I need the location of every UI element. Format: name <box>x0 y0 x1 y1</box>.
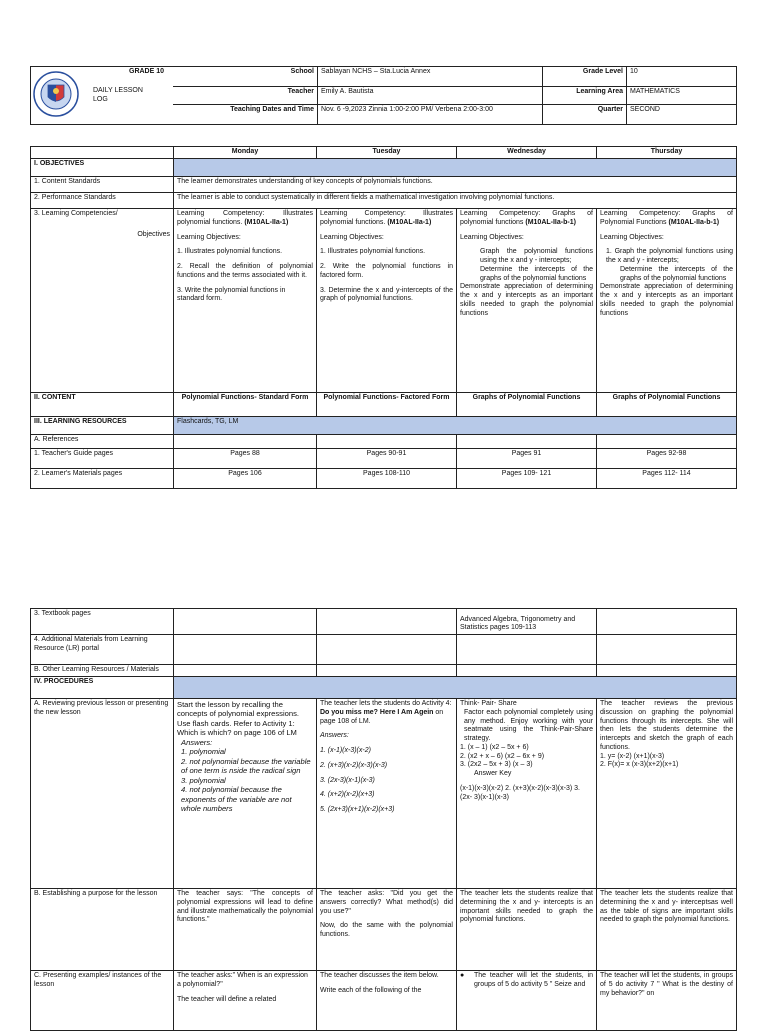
content-wednesday: Graphs of Polynomial Functions <box>457 393 597 417</box>
proc-a-tuesday: The teacher lets the students do Activity 4: Do you miss me? Here I Am Agein on page 108 of LM. Answers: 1. (x-1)(x-3)(x-2) 2. (x+3)(x-2)(x-3)(x-3) 3. (2x-3)(x-1)(x-3) 4. (x+2)(x-2)(x+3) 5. (2x+3)(x+1)(x-2)(x+3) <box>317 699 457 889</box>
content-heading: II. CONTENT <box>31 393 174 417</box>
tg-tuesday: Pages 90-91 <box>317 449 457 469</box>
lc-thursday: Learning Competency: Graphs of Polynomial Functions (M10AL-IIa-b-1) Learning Objectives: 1. Graph the polynomial functions using the x and y - intercepts; Determine the intercepts of the graphs of the polynomial functions Demonstrate appreciation of determining the x and y intercepts as an important skills needed to graph the polynomial functions <box>597 209 737 393</box>
proc-a-wednesday: Think- Pair- Share Factor each polynomial completely using any method. Enjoy working with your seatmate using the Think-Pair-Share strategy. 1. (x – 1) (x2 – 5x + 6) 2. (x2 + x – 6) (x2 – 6x + 9) 3. (2x2 – 5x + 3) (x – 3) Answer Key (x-1)(x-3)(x-2) 2. (x+3)(x-2)(x-3)(x-3) 3. (2x- 3)(x-1)(x-3) <box>457 699 597 889</box>
day-header-wednesday: Wednesday <box>457 147 597 159</box>
lm-monday: Pages 106 <box>174 469 317 489</box>
resources-heading: III. LEARNING RESOURCES <box>31 417 174 435</box>
objectives-table <box>30 146 737 489</box>
learning-area-label: Learning Area <box>543 87 627 105</box>
day-header-thursday: Thursday <box>597 147 737 159</box>
performance-standards-label: 2. Performance Standards <box>31 193 174 209</box>
day-header-tuesday: Tuesday <box>317 147 457 159</box>
dll-title-2: LOG <box>93 96 108 103</box>
additional-materials-label: 4. Additional Materials from Learning Resource (LR) portal <box>31 635 174 665</box>
header-logo-cell <box>31 67 173 125</box>
quarter-label: Quarter <box>543 105 627 125</box>
lm-pages-label: 2. Learner's Materials pages <box>31 469 174 489</box>
proc-b-tuesday: The teacher asks: "Did you get the answers correctly? What method(s) did you use?" Now, do the same with the polynomial functions. <box>317 889 457 971</box>
proc-a-thursday: The teacher reviews the previous discussion on graphing the polynomial functions through its intercepts. She will then lets the students determine the intercepts and sketch the graph of each functions. 1. y= (x-2) (x+1)(x-3) 2. F(x)= x (x-3)(x+2)(x+1) <box>597 699 737 889</box>
lc-wednesday: Learning Competency: Graphs of polynomial functions (M10AL-IIa-b-1) Learning Objectives: Graph the polynomial functions using the x and y - intercepts; Determine the intercepts of the graphs of the polynomial functions Demonstrate appreciation of determining the x and y intercepts as an important skills needed to graph the polynomial functions <box>457 209 597 393</box>
textbook-label: 3. Textbook pages <box>31 609 174 635</box>
learning-area-value: MATHEMATICS <box>627 87 737 105</box>
bullet-icon: ● <box>460 972 465 979</box>
day-header-monday: Monday <box>174 147 317 159</box>
content-tuesday: Polynomial Functions- Factored Form <box>317 393 457 417</box>
grade-level-label: Grade Level <box>543 67 627 87</box>
dll-title: DAILY LESSON <box>93 87 143 94</box>
header-table <box>30 66 737 125</box>
tg-monday: Pages 88 <box>174 449 317 469</box>
other-resources-label: B. Other Learning Resources / Materials <box>31 665 174 677</box>
references-label: A. References <box>31 435 174 449</box>
grade-level-value: 10 <box>627 67 737 87</box>
resources-value: Flashcards, TG, LM <box>174 417 737 435</box>
proc-c-wednesday: ● The teacher will let the students, in groups of 5 do activity 5 " Seize and <box>457 971 597 1031</box>
objectives-heading: I. OBJECTIVES <box>31 159 174 177</box>
lm-thursday: Pages 112- 114 <box>597 469 737 489</box>
performance-standards-value: The learner is able to conduct systematically in different fields a mathematical investigation involving polynomial functions. <box>174 193 737 209</box>
textbook-wednesday: Advanced Algebra, Trigonometry and Statistics pages 109-113 <box>457 609 597 635</box>
lc-tuesday: Learning Competency: Illustrates polynomial functions. (M10AL-IIa-1) Learning Objectives: 1. Illustrates polynomial functions. 2. Write the polynomial functions in factored form. 3. Determine the x and y-intercepts of the graph of polynomial functions. <box>317 209 457 393</box>
procedures-table <box>30 608 737 1031</box>
proc-b-label: B. Establishing a purpose for the lesson <box>31 889 174 971</box>
proc-c-tuesday: The teacher discusses the item below. Write each of the following of the <box>317 971 457 1031</box>
dates-label: Teaching Dates and Time <box>173 105 318 125</box>
deped-seal-icon <box>33 71 79 117</box>
procedures-bar <box>174 677 737 699</box>
school-label: School <box>173 67 318 87</box>
proc-c-label: C. Presenting examples/ instances of the lesson <box>31 971 174 1031</box>
lm-wednesday: Pages 109- 121 <box>457 469 597 489</box>
teacher-label: Teacher <box>173 87 318 105</box>
lc-monday: Learning Competency: Illustrates polynomial functions. (M10AL-IIa-1) Learning Objectives: 1. Illustrates polynomial functions. 2. Recall the definition of polynomial functions and the terms associated with it. 3. Write the polynomial functions in standard form. <box>174 209 317 393</box>
procedures-heading: IV. PROCEDURES <box>31 677 174 699</box>
content-thursday: Graphs of Polynomial Functions <box>597 393 737 417</box>
tg-thursday: Pages 92-98 <box>597 449 737 469</box>
proc-b-wednesday: The teacher lets the students realize that determining the x and y- intercepts is an important skills needed to graph the polynomial functions. <box>457 889 597 971</box>
tg-wednesday: Pages 91 <box>457 449 597 469</box>
objectives-bar <box>174 159 737 177</box>
content-standards-label: 1. Content Standards <box>31 177 174 193</box>
teacher-value: Emily A. Bautista <box>318 87 543 105</box>
proc-c-thursday: The teacher will let the students, in groups of 5 do activity 7 " What is the destiny of my behavior?" on <box>597 971 737 1031</box>
school-value: Sablayan NCHS – Sta.Lucia Annex <box>318 67 543 87</box>
proc-b-thursday: The teacher lets the students realize that determining the x and y- interceptsas well as the table of signs are important skills needed to graph the polynomial functions. <box>597 889 737 971</box>
content-monday: Polynomial Functions- Standard Form <box>174 393 317 417</box>
quarter-value: SECOND <box>627 105 737 125</box>
proc-b-monday: The teacher says: "The concepts of polynomial expressions will lead to define and illustrate mathematically the polynomial functions." <box>174 889 317 971</box>
content-standards-value: The learner demonstrates understanding of key concepts of polynomials functions. <box>174 177 737 193</box>
proc-c-monday: The teacher asks:" When is an expression a polynomial?" The teacher will define a related <box>174 971 317 1031</box>
proc-a-monday: Start the lesson by recalling the concepts of polynomial expressions. Use flash cards. Refer to Activity 1: Which is which? on page 106 of LM Answers: 1. polynomial 2. not polynomial because the variable of one term is nside the radical sign 3. polynomial 4. not polynomial because the exponents of the variable are not whole numbers <box>174 699 317 889</box>
grade-title: GRADE 10 <box>129 68 165 75</box>
tg-pages-label: 1. Teacher's Guide pages <box>31 449 174 469</box>
learning-competencies-label: 3. Learning Competencies/ Objectives <box>31 209 174 393</box>
lm-tuesday: Pages 108-110 <box>317 469 457 489</box>
proc-a-label: A. Reviewing previous lesson or presenting the new lesson <box>31 699 174 889</box>
dates-value: Nov. 6 -9,2023 Zinnia 1:00-2:00 PM/ Verbena 2:00-3:00 <box>318 105 543 125</box>
